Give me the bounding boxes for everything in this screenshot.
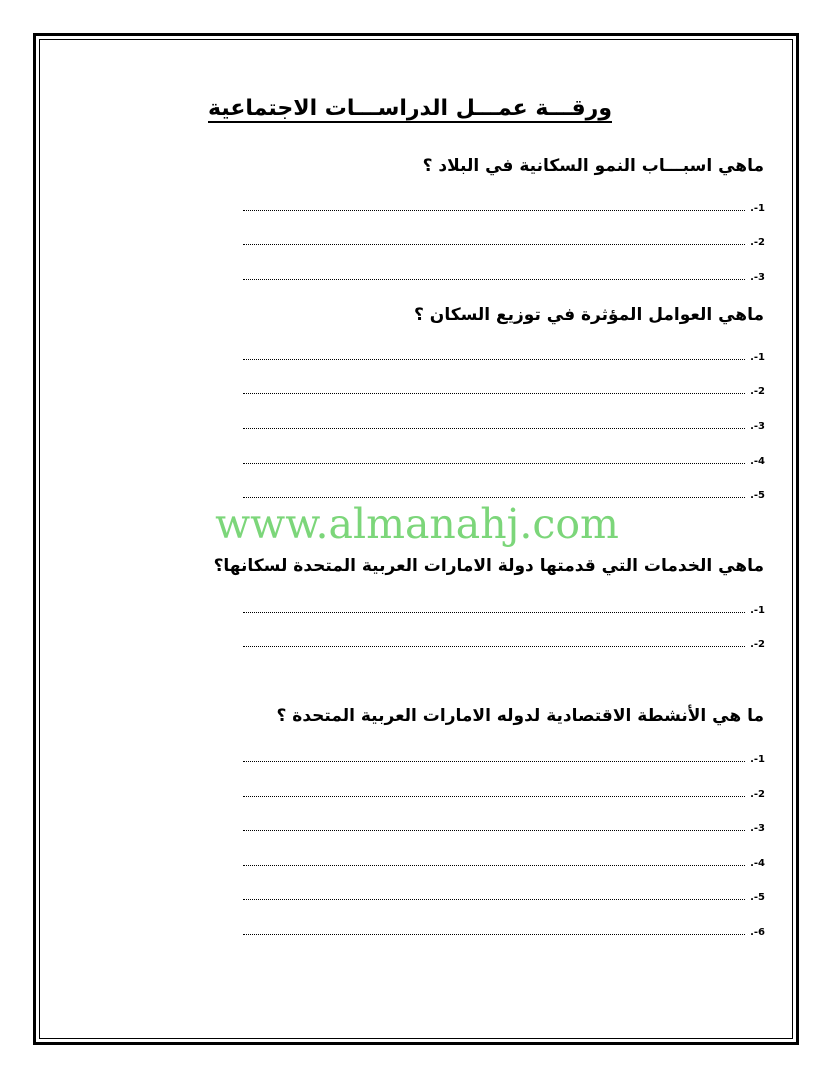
answer-number: 1-. <box>750 352 765 363</box>
answer-dotted-line <box>243 612 745 613</box>
answer-number: 3-. <box>750 272 765 283</box>
answer-dotted-line <box>243 934 745 935</box>
answer-dotted-line <box>243 646 745 647</box>
answer-number: 1-. <box>750 203 765 214</box>
answer-dotted-line <box>243 463 745 464</box>
answer-number: 2-. <box>750 789 765 800</box>
answer-number: 3-. <box>750 823 765 834</box>
answer-number: 2-. <box>750 639 765 650</box>
answer-number: 5-. <box>750 490 765 501</box>
answer-dotted-line <box>243 210 745 211</box>
answer-dotted-line <box>243 761 745 762</box>
answer-dotted-line <box>243 796 745 797</box>
answer-dotted-line <box>243 359 745 360</box>
answer-line[interactable] <box>243 787 765 803</box>
answer-line[interactable] <box>243 752 765 768</box>
answer-line[interactable] <box>243 235 765 251</box>
answer-dotted-line <box>243 899 745 900</box>
answer-line[interactable] <box>243 821 765 837</box>
answer-number: 2-. <box>750 237 765 248</box>
answer-line[interactable] <box>243 856 765 872</box>
answer-number: 3-. <box>750 421 765 432</box>
answer-line[interactable] <box>243 350 765 366</box>
answer-dotted-line <box>243 830 745 831</box>
answer-line[interactable] <box>243 603 765 619</box>
answer-dotted-line <box>243 393 745 394</box>
answer-line[interactable] <box>243 454 765 470</box>
question-2: ماهي العوامل المؤثرة في توزيع السكان ؟ <box>414 305 764 325</box>
worksheet-title: ورقـــة عمـــل الدراســـات الاجتماعية <box>208 96 612 121</box>
answer-dotted-line <box>243 279 745 280</box>
answer-dotted-line <box>243 244 745 245</box>
question-1: ماهي اسبـــاب النمو السكانية في البلاد ؟ <box>422 156 764 176</box>
answer-number: 2-. <box>750 386 765 397</box>
answer-dotted-line <box>243 497 745 498</box>
answer-line[interactable] <box>243 637 765 653</box>
answer-line[interactable] <box>243 925 765 941</box>
answer-number: 5-. <box>750 892 765 903</box>
answer-dotted-line <box>243 428 745 429</box>
answer-number: 1-. <box>750 605 765 616</box>
answer-number: 6-. <box>750 927 765 938</box>
answer-line[interactable] <box>243 419 765 435</box>
answer-line[interactable] <box>243 201 765 217</box>
question-4: ما هي الأنشطة الاقتصادية لدوله الامارات العربية المتحدة ؟ <box>276 706 764 726</box>
answer-line[interactable] <box>243 384 765 400</box>
answer-number: 4-. <box>750 456 765 467</box>
watermark: www.almanahj.com <box>215 500 619 548</box>
question-3: ماهي الخدمات التي قدمتها دولة الامارات العربية المتحدة لسكانها؟ <box>213 556 764 576</box>
answer-dotted-line <box>243 865 745 866</box>
answer-line[interactable] <box>243 270 765 286</box>
answer-number: 1-. <box>750 754 765 765</box>
answer-line[interactable] <box>243 890 765 906</box>
answer-number: 4-. <box>750 858 765 869</box>
